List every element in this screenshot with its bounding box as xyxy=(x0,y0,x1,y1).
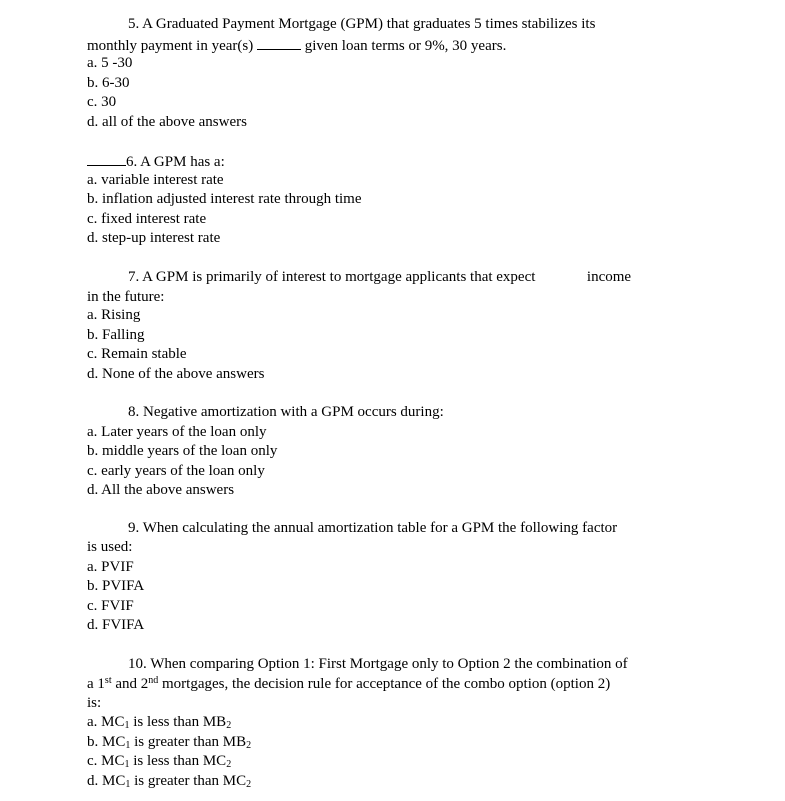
option-text: is less than MB xyxy=(129,714,227,730)
q8-option-b: b. middle years of the loan only xyxy=(87,443,278,459)
q5-option-b: b. 6-30 xyxy=(87,75,130,91)
subscript: 2 xyxy=(226,759,232,770)
q7-stem-part1: 7. A GPM is primarily of interest to mortgage applicants that expect xyxy=(128,269,536,285)
q6-option-d: d. step-up interest rate xyxy=(87,230,221,246)
q10-option-b xyxy=(87,733,251,752)
subscript: 2 xyxy=(246,740,252,751)
q6-option-a: a. variable interest rate xyxy=(87,172,224,188)
q10-text: and 2 xyxy=(111,676,149,692)
q5-option-d: d. all of the above answers xyxy=(87,114,247,130)
q7-stem-line2: in the future: xyxy=(87,289,165,305)
subscript: 2 xyxy=(246,779,252,790)
answer-blank xyxy=(87,151,126,166)
q9-option-b: b. PVIFA xyxy=(87,578,145,594)
option-text: a. MC xyxy=(87,714,125,730)
q10-option-c xyxy=(87,752,231,771)
q10-option-a xyxy=(87,713,231,732)
q9-option-a: a. PVIF xyxy=(87,559,134,575)
option-text: is less than MC xyxy=(129,753,227,769)
q5-stem-part2: given loan terms or 9%, 30 years. xyxy=(304,38,507,54)
q5-stem-line2 xyxy=(87,35,506,56)
q10-sup: nd xyxy=(148,675,159,686)
q8-stem: 8. Negative amortization with a GPM occurs during: xyxy=(128,404,444,420)
subscript: 1 xyxy=(124,759,130,770)
q5-stem-part1: monthly payment in year(s) xyxy=(87,38,254,54)
q7-stem-line1 xyxy=(128,268,631,287)
q10-option-d xyxy=(87,772,251,791)
option-text: d. MC xyxy=(87,773,126,789)
q10-text: mortgages, the decision rule for acceptance of the combo option (option 2) xyxy=(158,676,611,692)
q10-stem-line3: is: xyxy=(87,695,102,711)
q7-stem-part2: income xyxy=(586,269,632,285)
subscript: 1 xyxy=(124,720,130,731)
q6-stem-text: 6. A GPM has a: xyxy=(126,154,225,170)
q9-option-d: d. FVIFA xyxy=(87,617,145,633)
q10-text: a 1 xyxy=(87,676,105,692)
q8-option-a: a. Later years of the loan only xyxy=(87,424,267,440)
answer-blank xyxy=(257,35,301,50)
option-text: is greater than MC xyxy=(130,773,247,789)
q10-stem-line1: 10. When comparing Option 1: First Mortgage only to Option 2 the combination of xyxy=(128,656,628,672)
q6-option-c: c. fixed interest rate xyxy=(87,211,207,227)
subscript: 2 xyxy=(226,720,232,731)
option-text: c. MC xyxy=(87,753,125,769)
q9-stem-line2: is used: xyxy=(87,539,133,555)
q7-option-b: b. Falling xyxy=(87,327,145,343)
option-text: is greater than MB xyxy=(130,734,247,750)
q5-stem-line1: 5. A Graduated Payment Mortgage (GPM) that graduates 5 times stabilizes its xyxy=(128,16,596,32)
option-text: b. MC xyxy=(87,734,126,750)
q10-stem-line2 xyxy=(87,675,610,694)
q5-option-c: c. 30 xyxy=(87,94,117,110)
subscript: 1 xyxy=(125,740,131,751)
q9-option-c: c. FVIF xyxy=(87,598,134,614)
q6-option-b: b. inflation adjusted interest rate through time xyxy=(87,191,362,207)
q10-sup: st xyxy=(104,675,112,686)
q7-option-c: c. Remain stable xyxy=(87,346,187,362)
q7-option-a: a. Rising xyxy=(87,307,141,323)
q5-option-a: a. 5 -30 xyxy=(87,55,133,71)
q7-option-d: d. None of the above answers xyxy=(87,366,265,382)
q6-stem xyxy=(87,151,225,172)
q8-option-d: d. All the above answers xyxy=(87,482,235,498)
q8-option-c: c. early years of the loan only xyxy=(87,463,265,479)
subscript: 1 xyxy=(125,779,131,790)
q9-stem-line1: 9. When calculating the annual amortization table for a GPM the following factor xyxy=(128,520,618,536)
